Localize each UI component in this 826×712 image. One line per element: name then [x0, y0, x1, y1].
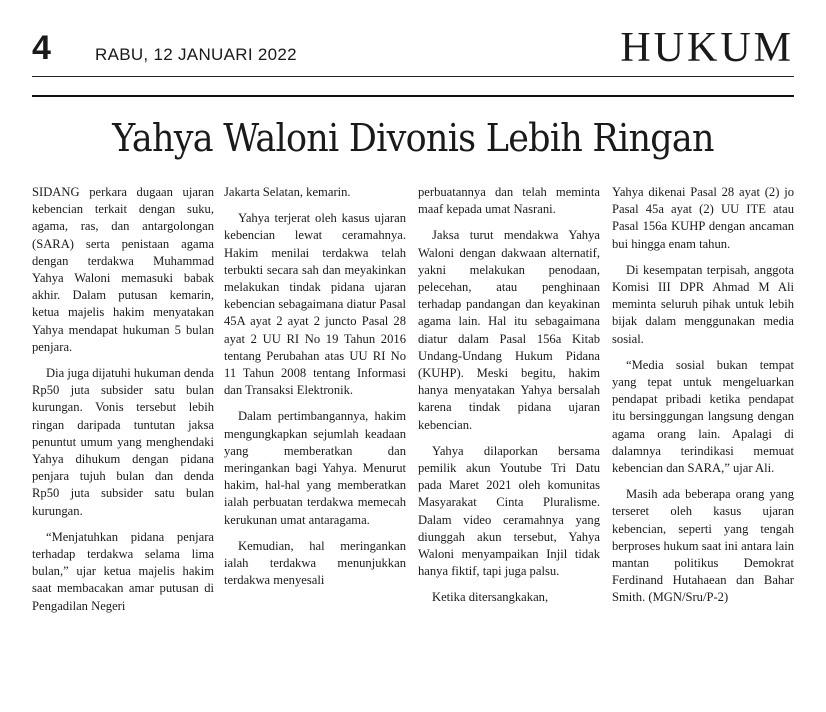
column-1-paragraph-3: “Menjatuhkan pidana penjara terhadap terdakwa selama lima bulan,” ujar ketua majelis hakim saat membacakan amar putusan di Pengadilan Negeri — [32, 529, 214, 613]
article-column-1 — [32, 184, 214, 615]
column-2-paragraph-1: Jakarta Selatan, kemarin. — [224, 185, 351, 199]
column-1-paragraph-2: Dia juga dijatuhi hukuman denda Rp50 juta subsider satu bulan kurungan. Vonis tersebut lebih ringan daripada tuntutan jaksa penuntut umum yang menghendaki Yahya dihukum dengan pidana penjara tujuh bulan dan denda Rp50 juta subsider satu bulan kurungan. — [32, 366, 214, 518]
article-column-4 — [612, 184, 794, 607]
column-3-paragraph-3: Yahya dilaporkan bersama pemilik akun Youtube Tri Datu pada Maret 2021 oleh komunitas Masyarakat Cinta Pluralisme. Dalam video ceramahnya yang diunggah akun tersebut, Yahya Waloni menyampaikan Injil tidak hanya fiktif, tapi juga palsu. — [418, 443, 600, 579]
header-divider-bottom — [32, 95, 794, 97]
column-2-paragraph-4: Kemudian, hal meringankan ialah terdakwa menunjukkan terdakwa menyesali — [224, 538, 406, 588]
column-4-paragraph-4: Masih ada beberapa orang yang terseret oleh kasus ujaran kebencian, seperti yang tengah berproses hukum saat ini antara lain mantan politikus Demokrat Ferdinand Hutahaean dan Bahar Smith. (MGN/Sru/P-2) — [612, 487, 794, 605]
column-4-paragraph-1: Yahya dikenai Pasal 28 ayat (2) jo Pasal 45a ayat (2) UU ITE atau Pasal 156a KUHP dengan ancaman bui hingga enam tahun. — [612, 185, 794, 251]
article-column-2 — [224, 184, 406, 589]
column-2-paragraph-3: Dalam pertimbangannya, hakim mengungkapkan sejumlah keadaan yang memberatkan dan meringankan bagi Yahya. Menurut hakim, hal-hal yang memberatkan ialah perbuatan terdakwa memecah kerukunan umat antaragama. — [224, 409, 406, 527]
column-3-paragraph-4: Ketika ditersangkakan, — [432, 590, 549, 605]
column-1-paragraph-1: SIDANG perkara dugaan ujaran kebencian terkait dengan suku, agama, ras, dan antargolongan (SARA) serta penistaan agama dengan terdakwa Muhammad Yahya Waloni memasuki babak akhir. Dalam putusan kemarin, ketua majelis hakim menyatakan Yahya mendapat hukuman 5 bulan penjara. — [32, 185, 214, 354]
column-4-paragraph-2: Di kesempatan terpisah, anggota Komisi III DPR Ahmad M Ali meminta seluruh pihak untuk lebih bijak dalam menggunakan media sosial. — [612, 262, 794, 346]
page-number: 4 — [32, 29, 51, 67]
column-2-paragraph-2: Yahya terjerat oleh kasus ujaran kebencian lewat ceramahnya. Hakim menilai terdakwa telah terbukti secara sah dan meyakinkan melakukan tindak pidana ujaran kebencian sebagaimana diatur Pasal 45A ayat 2 ayat 2 juncto Pasal 28 ayat 2 UU RI No 19 Tahun 2016 tentang Perubahan atas UU RI No 11 Tahun 2008 tentang Informasi dan Transaksi Elektronik. — [224, 211, 406, 398]
column-3-paragraph-2: Jaksa turut mendakwa Yahya Waloni dengan dakwaan alternatif, yakni melakukan penodaan, pelecehan, atau penghinaan terhadap pandangan dan keyakinan agama lain. Hal itu sebagaimana diatur dalam Pasal 156a Kitab Undang-Undang Hukum Pidana (KUHP). Meski begitu, hakim hanya menyatakan Yahya bersalah karena tindak pidana ujaran kebencian. — [418, 228, 600, 432]
column-4-paragraph-3: “Media sosial bukan tempat yang tepat untuk mengeluarkan pendapat pribadi ketika pendapat itu bersinggungan langsung dengan agama orang lain. Apalagi di dalamnya terindikasi memuat kebencian dan SARA,” ujar Ali. — [612, 357, 794, 476]
column-3-paragraph-1: perbuatannya dan telah meminta maaf kepada umat Nasrani. — [418, 185, 600, 217]
article-column-3 — [418, 184, 600, 607]
publication-date: RABU, 12 JANUARI 2022 — [95, 45, 297, 64]
page-header — [0, 0, 826, 100]
section-title: HUKUM — [620, 25, 794, 71]
header-divider — [32, 76, 794, 77]
article-headline: Yahya Waloni Divonis Lebih Ringan — [112, 116, 714, 160]
